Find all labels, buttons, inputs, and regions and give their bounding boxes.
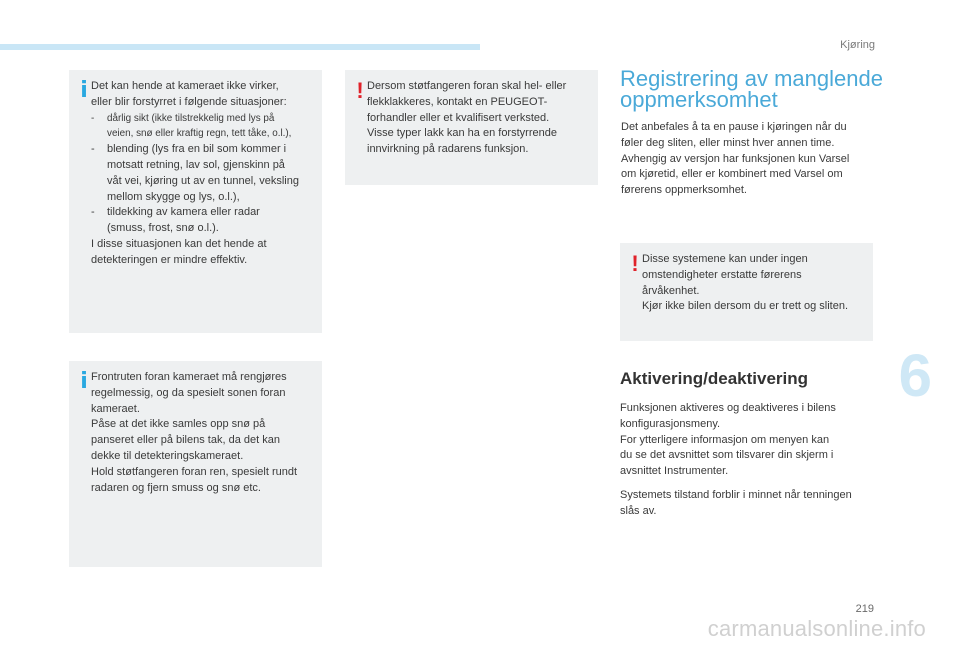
text-line: radaren og fjern smuss og snø etc. [91,481,261,494]
text-line: Kjør ikke bilen dersom du er trett og sliten. [642,300,849,313]
header-bar [0,44,480,50]
section-label: Kjøring [840,39,875,51]
text-line: kameraet. [91,402,140,415]
text-line: flekklakkeres, kontakt en PEUGEOT- [367,95,548,108]
activation-paragraph: Funksjonen aktiveres og deaktiveres i bilens konfigurasjonsmeny. For ytterligere informasjon om menyen kan du se det avsnittet som tilsvarer din skjerm i avsnittet Instrumenter. [620,402,836,478]
info-box-camera [69,70,322,333]
text-line: Frontruten foran kameraet må rengjøres [91,371,287,383]
attention-paragraph: Det anbefales å ta en pause i kjøringen når du føler deg sliten, eller minst hver annen time. Avhengig av versjon har funksjonen kun Varsel om kjøretid, eller er kombinert med Varsel om førerens oppmerksomhet. [621,121,850,197]
text-line: forhandler eller et kvalifisert verksted. [367,111,550,124]
text-line: Hold støtfangeren foran ren, spesielt rundt [91,465,298,478]
warning-box-bumper [345,70,598,185]
info-box-windscreen [69,361,322,567]
text-line: panseret eller på bilens tak, da det kan [91,434,280,447]
text-line: Påse at det ikke samles opp snø på [91,418,266,431]
info-icon: i [80,369,88,394]
text-line: Visse typer lakk kan ha en forstyrrende [367,127,557,140]
text-line: årvåkenhet. [642,284,700,297]
info-icon: i [80,78,88,103]
text-line: dekke til detekteringskameraet. [91,449,244,462]
text-line: regelmessig, og da spesielt sonen foran [91,386,286,399]
warning-icon: ! [356,78,364,103]
text-line: omstendigheter erstatte førerens [642,268,802,281]
section-heading-activation: Aktivering/deaktivering [620,369,809,388]
list-item: - blending (lys fra en bil som kommer i motsatt retning, lav sol, gjenskinn på våt vei, kjøring ut av en tunnel, veksling mellom skygge og lys, o.l.), [91,143,299,203]
text-line: eller blir forstyrret i følgende situasjoner: [91,95,287,108]
warning-icon: ! [631,251,639,276]
text-line: detekteringen er mindre effektiv. [91,253,248,266]
list-item: - dårlig sikt (ikke tilstrekkelig med lys på veien, snø eller kraftig regn, tett tåke, o.l.), [91,112,292,140]
chapter-number: 6 [898,342,932,409]
section-heading-attention: Registrering av manglende oppmerksomhet [620,66,883,112]
page-number: 219 [855,603,874,615]
memory-paragraph: Systemets tilstand forblir i minnet når tenningen slås av. [620,489,852,517]
list-item: - tildekking av kamera eller radar (smuss, frost, snø o.l.). [91,206,260,235]
warning-box-attention [620,243,873,341]
text-line: Disse systemene kan under ingen [642,253,808,265]
watermark: carmanualsonline.info [707,616,926,641]
text-line: I disse situasjonen kan det hende at [91,237,267,250]
text-line: innvirkning på radarens funksjon. [367,143,529,156]
text-line: Dersom støtfangeren foran skal hel- eller [367,80,567,92]
text-line: Det kan hende at kameraet ikke virker, [91,80,279,92]
